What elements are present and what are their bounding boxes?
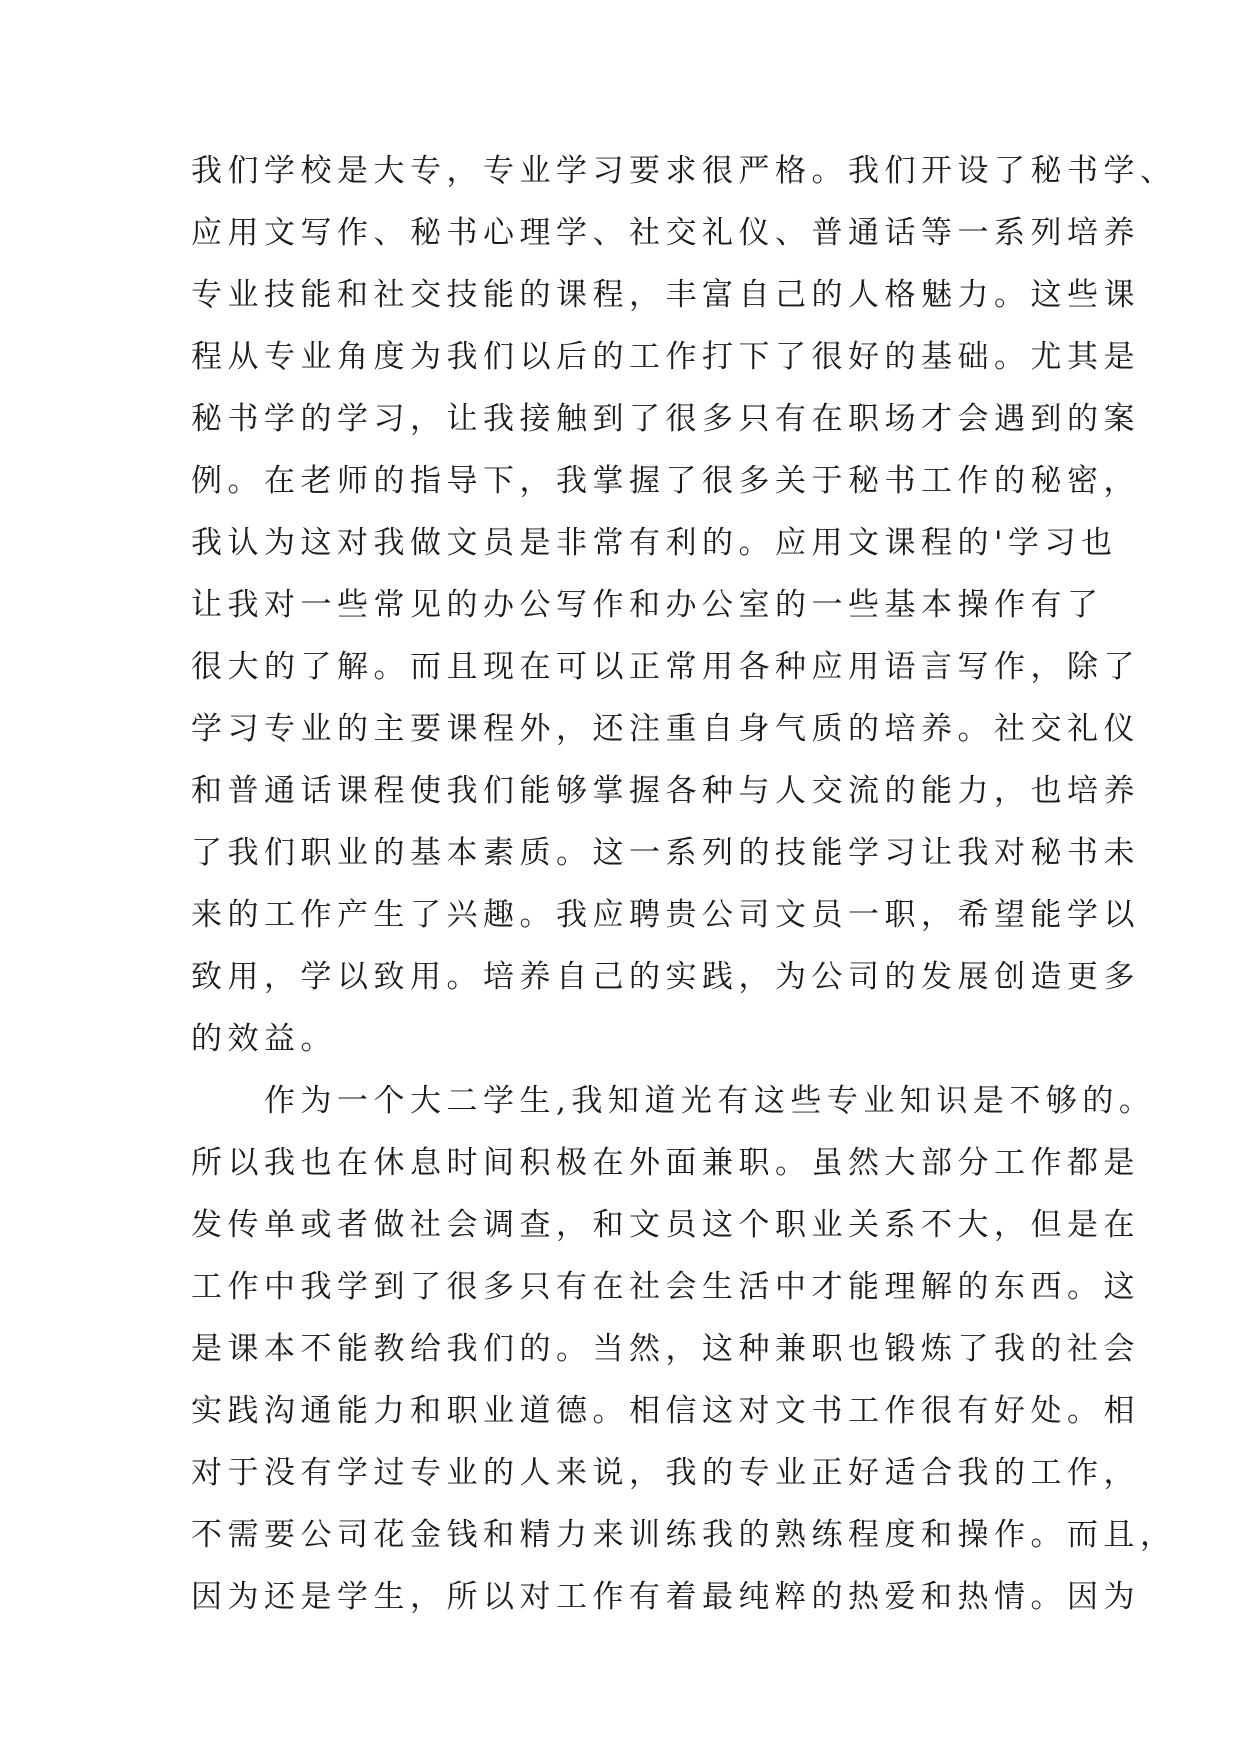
text-line: 我认为这对我做文员是非常有利的。应用文课程的'学习也 [191, 525, 1118, 561]
text-line: 致用，学以致用。培养自己的实践，为公司的发展创造更多 [191, 959, 1140, 995]
text-line: 发传单或者做社会调查，和文员这个职业关系不大，但是在 [191, 1207, 1140, 1243]
text-line: 的效益。 [191, 1021, 337, 1057]
paragraph-start-line: 作为一个大二学生,我知道光有这些专业知识是不够的。 [191, 1083, 1156, 1119]
text-line: 对于没有学过专业的人来说，我的专业正好适合我的工作， [191, 1455, 1140, 1491]
text-line: 程从专业角度为我们以后的工作打下了很好的基础。尤其是 [191, 339, 1140, 375]
text-line: 不需要公司花金钱和精力来训练我的熟练程度和操作。而且， [191, 1517, 1177, 1553]
body-text [191, 140, 1177, 1628]
text-line: 秘书学的学习，让我接触到了很多只有在职场才会遇到的案 [191, 401, 1140, 437]
text-line: 是课本不能教给我们的。当然，这种兼职也锻炼了我的社会 [191, 1331, 1140, 1367]
text-line: 很大的了解。而且现在可以正常用各种应用语言写作，除了 [191, 649, 1140, 685]
text-line: 和普通话课程使我们能够掌握各种与人交流的能力，也培养 [191, 773, 1140, 809]
text-line: 所以我也在休息时间积极在外面兼职。虽然大部分工作都是 [191, 1145, 1140, 1181]
text-line: 学习专业的主要课程外，还注重自身气质的培养。社交礼仪 [191, 711, 1140, 747]
text-line: 工作中我学到了很多只有在社会生活中才能理解的东西。这 [191, 1269, 1140, 1305]
text-line: 实践沟通能力和职业道德。相信这对文书工作很有好处。相 [191, 1393, 1140, 1429]
text-line: 了我们职业的基本素质。这一系列的技能学习让我对秘书未 [191, 835, 1140, 871]
text-line: 来的工作产生了兴趣。我应聘贵公司文员一职，希望能学以 [191, 897, 1140, 933]
text-line: 我们学校是大专，专业学习要求很严格。我们开设了秘书学、 [191, 153, 1177, 189]
text-line: 让我对一些常见的办公写作和办公室的一些基本操作有了 [191, 587, 1104, 623]
text-line: 专业技能和社交技能的课程，丰富自己的人格魅力。这些课 [191, 277, 1140, 313]
text-line: 因为还是学生，所以对工作有着最纯粹的热爱和热情。因为 [191, 1579, 1140, 1615]
text-line: 例。在老师的指导下，我掌握了很多关于秘书工作的秘密， [191, 463, 1140, 499]
text-line: 应用文写作、秘书心理学、社交礼仪、普通话等一系列培养 [191, 215, 1140, 251]
